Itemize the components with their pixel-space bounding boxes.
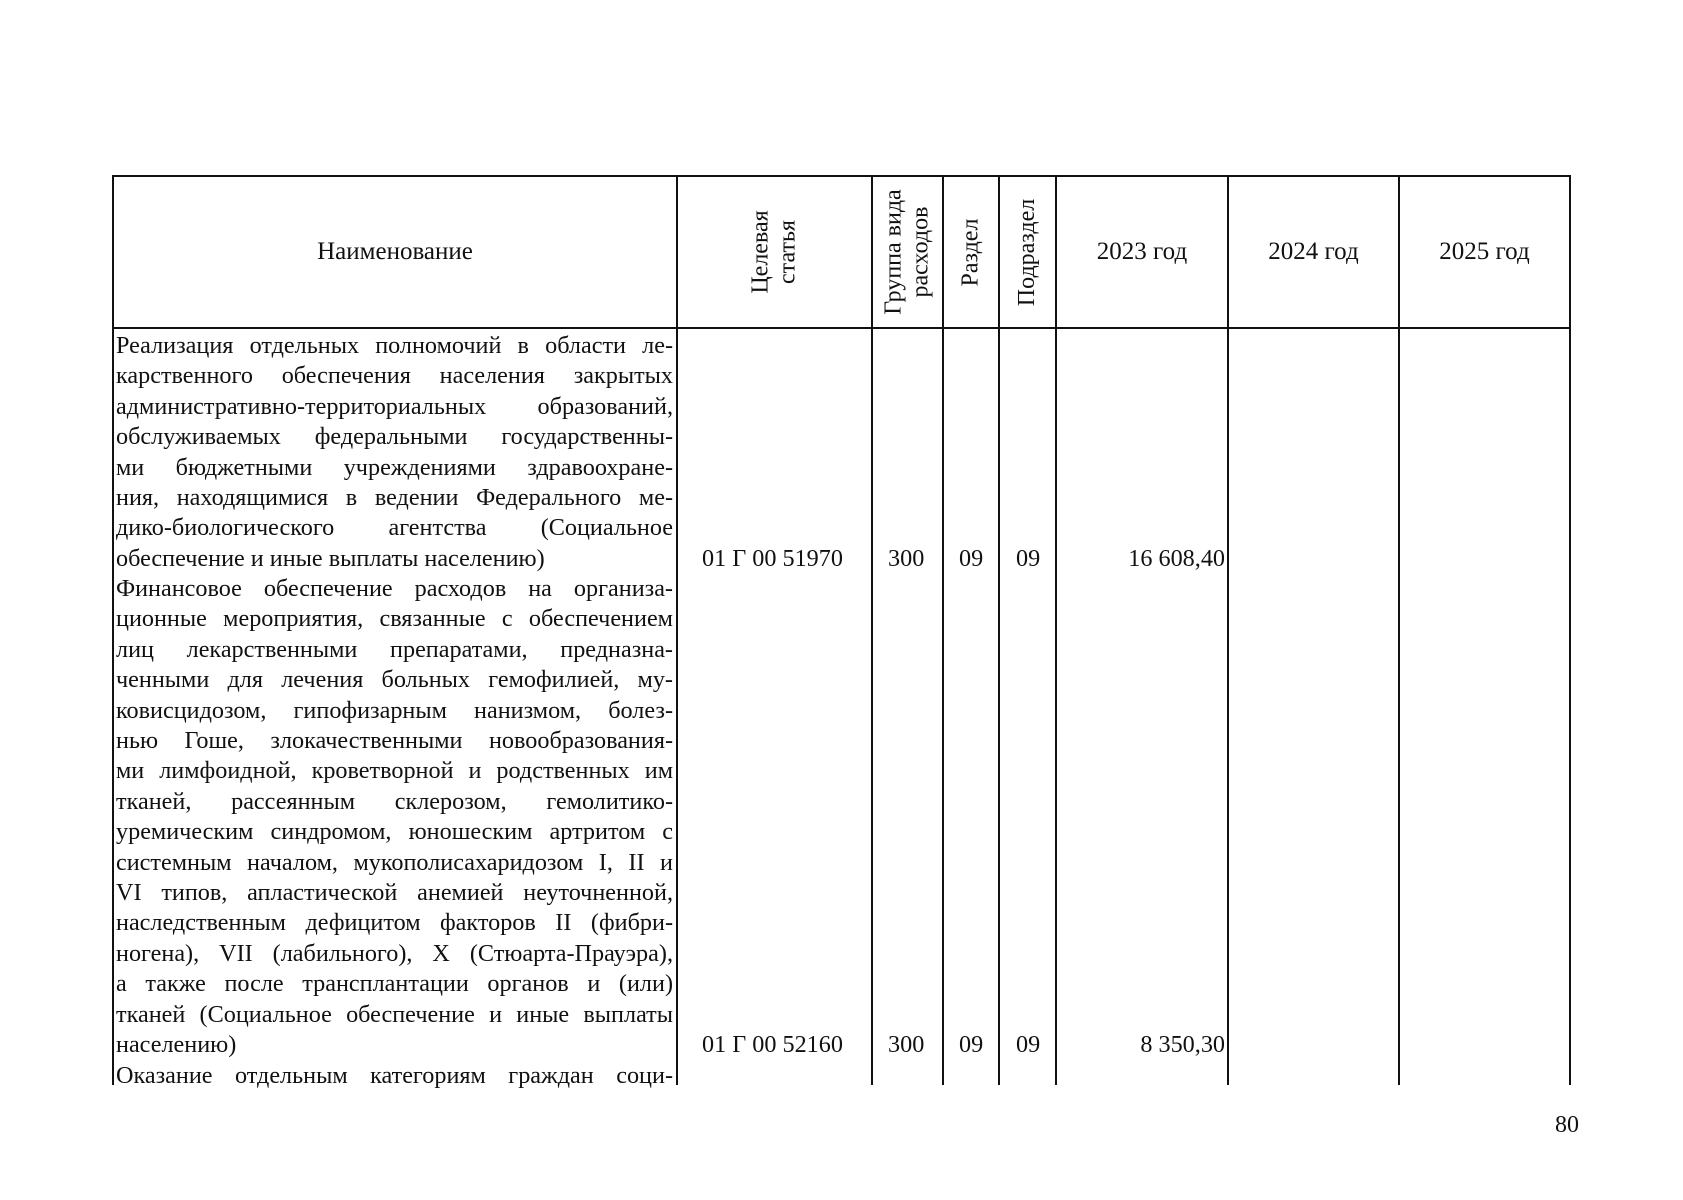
header-target-article-line-1: Целевая <box>747 210 774 294</box>
header-expense-group <box>873 177 942 327</box>
row-2-name-line: VI типов, апластической анемией неуточненной, <box>116 879 673 907</box>
row-2-name-line: ногена), VII (лабильного), X (Стюарта-Прауэра), <box>116 939 673 967</box>
row-3-name <box>116 1061 673 1091</box>
row-2-name-line: ми лимфоидной, кроветворной и родственных им <box>116 757 673 785</box>
row-2-name <box>116 574 673 1061</box>
row-1-expense-group: 300 <box>888 545 925 572</box>
row-2-name-line: Финансовое обеспечение расходов на организа- <box>116 575 673 602</box>
row-2-year-2023: 8 350,30 <box>1140 1031 1225 1058</box>
row-1-name <box>116 331 673 574</box>
row-2-name-line: ционные мероприятия, связанные с обеспечением <box>116 605 673 633</box>
row-1-name-line: обслуживаемых федеральными государственны- <box>116 423 673 451</box>
row-1-name-line: ми бюджетными учреждениями здравоохране- <box>116 453 673 481</box>
header-subsection <box>1000 177 1055 327</box>
row-2-expense-group: 300 <box>888 1031 925 1058</box>
header-target-article <box>678 177 871 327</box>
row-1-name-line: административно-территориальных образований, <box>116 392 673 420</box>
row-2-name-line: системным началом, мукополисахаридозом I, II и <box>116 848 673 876</box>
row-1-name-line: дико-биологического агентства (Социальное <box>116 514 673 542</box>
header-year-2023: 2023 год <box>1096 238 1188 265</box>
row-2-name-line: уремическим синдромом, юношеским артритом с <box>116 818 673 846</box>
row-1-name-line: карственного обеспечения населения закрытых <box>116 362 673 390</box>
row-2-target-article: 01 Г 00 52160 <box>702 1031 843 1058</box>
header-expense-group-line-2: расходов <box>907 206 934 298</box>
row-2-name-line: тканей, рассеянным склерозом, гемолитико- <box>116 787 673 815</box>
header-year-2025: 2025 год <box>1439 238 1530 265</box>
header-section-label: Раздел <box>957 218 984 286</box>
header-expense-group-line-1: Группа вида <box>880 189 907 315</box>
row-1-name-line: ния, находящимися в ведении Федерального ме- <box>116 484 673 512</box>
row-2-name-line: лиц лекарственными препаратами, предназна- <box>116 635 673 663</box>
page-number: 80 <box>1555 1112 1579 1138</box>
row-1-target-article: 01 Г 00 51970 <box>702 545 843 572</box>
row-2-section: 09 <box>959 1031 984 1058</box>
row-1-name-line: Реализация отдельных полномочий в области ле- <box>116 332 673 359</box>
row-1-section: 09 <box>959 545 984 572</box>
row-2-name-line: населению) <box>116 1031 237 1059</box>
row-1-year-2023: 16 608,40 <box>1128 545 1225 572</box>
header-section <box>944 177 998 327</box>
row-2-subsection: 09 <box>1016 1031 1041 1058</box>
header-name: Наименование <box>317 238 473 265</box>
col-border-right <box>1569 175 1571 1085</box>
table-header-bottom-border <box>112 327 1571 329</box>
row-2-name-line: а также после трансплантации органов и (или) <box>116 970 673 998</box>
row-2-name-line: ковисцидозом, гипофизарным нанизмом, болез- <box>116 696 673 724</box>
row-1-name-line: обеспечение и иные выплаты населению) <box>116 544 545 572</box>
header-year-2024: 2024 год <box>1268 238 1359 265</box>
row-2-name-line: наследственным дефицитом факторов II (фибри- <box>116 909 673 937</box>
header-subsection-label: Подраздел <box>1014 198 1041 306</box>
row-3-name-line: Оказание отдельным категориям граждан соци- <box>116 1062 673 1089</box>
row-2-name-line: нью Гоше, злокачественными новообразования- <box>116 727 673 755</box>
row-2-name-line: тканей (Социальное обеспечение и иные выплаты <box>116 1000 673 1028</box>
row-2-name-line: ченными для лечения больных гемофилией, му- <box>116 666 673 694</box>
header-target-article-line-2: статья <box>774 220 801 284</box>
row-1-subsection: 09 <box>1016 545 1041 572</box>
